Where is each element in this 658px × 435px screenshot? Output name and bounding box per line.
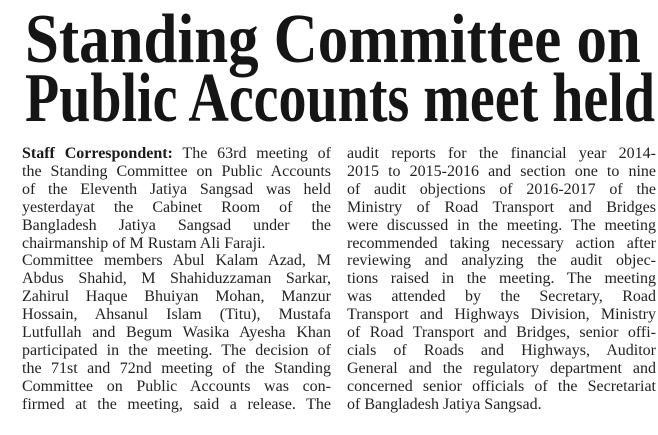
article-line: Ministry of Road Transport and Bridges	[347, 198, 656, 216]
article-line: of Road Transport and Bridges, senior offi-	[347, 324, 656, 342]
article-line: General and the regulatory department and	[347, 359, 656, 377]
article-line: was attended by the Secretary, Road	[347, 288, 656, 306]
article-line: 2015 to 2015-2016 and section one to nine	[347, 162, 656, 180]
byline-bold: Staff Correspondent:	[22, 145, 173, 162]
article-line: audit reports for the financial year 2014-	[347, 145, 656, 162]
article-line: Transport and Highways Division, Ministry	[347, 306, 656, 324]
article-line: Zahirul Haque Bhuiyan Mohan, Manzur	[22, 288, 331, 306]
article-line: reviewing and analyzing the audit objec-	[347, 252, 656, 270]
article-line: yesterdayat the Cabinet Room of the	[22, 198, 331, 216]
article-line: cials of Roads and Highways, Auditor	[347, 341, 656, 359]
article-line: the Standing Committee on Public Accounts	[22, 162, 331, 180]
article-line: participated in the meeting. The decision of	[22, 341, 331, 359]
article-line: Lutfullah and Begum Wasika Ayesha Khan	[22, 324, 331, 342]
headline-line-2: Public Accounts meet held	[25, 60, 655, 137]
article-line: chairmanship of M Rustam Ali Faraji.	[22, 234, 266, 252]
article-line: concerned senior officials of the Secretariat	[347, 377, 656, 395]
article-column-left	[22, 145, 331, 414]
article-body	[22, 145, 658, 414]
article-line: of Bangladesh Jatiya Sangsad.	[347, 395, 542, 413]
article-column-right	[347, 145, 656, 414]
article-line: Committee on Public Accounts was con-	[22, 377, 331, 395]
article-line: Staff Correspondent: The 63rd meeting of	[22, 145, 332, 162]
article-line: Committee members Abul Kalam Azad, M	[22, 252, 331, 270]
article-line: recommended taking necessary action after	[347, 234, 656, 252]
article-line: Bangladesh Jatiya Sangsad under the	[22, 216, 331, 234]
article-line: were discussed in the meeting. The meeting	[347, 216, 656, 234]
article-line: tions raised in the meeting. The meeting	[347, 270, 656, 288]
article-line: firmed at the meeting, said a release. The	[22, 395, 331, 413]
article-line: Abdus Shahid, M Shahiduzzaman Sarkar,	[22, 270, 331, 288]
article-line: Hossain, Ahsanul Islam (Titu), Mustafa	[22, 306, 331, 324]
article-line: of audit objections of 2016-2017 of the	[347, 180, 656, 198]
newspaper-clipping	[0, 1, 658, 435]
article-line: the 71st and 72nd meeting of the Standing	[22, 359, 331, 377]
article-line: of the Eleventh Jatiya Sangsad was held	[22, 180, 331, 198]
article-headline	[25, 1, 658, 137]
headline-line-1: Standing Committee on	[25, 1, 641, 78]
